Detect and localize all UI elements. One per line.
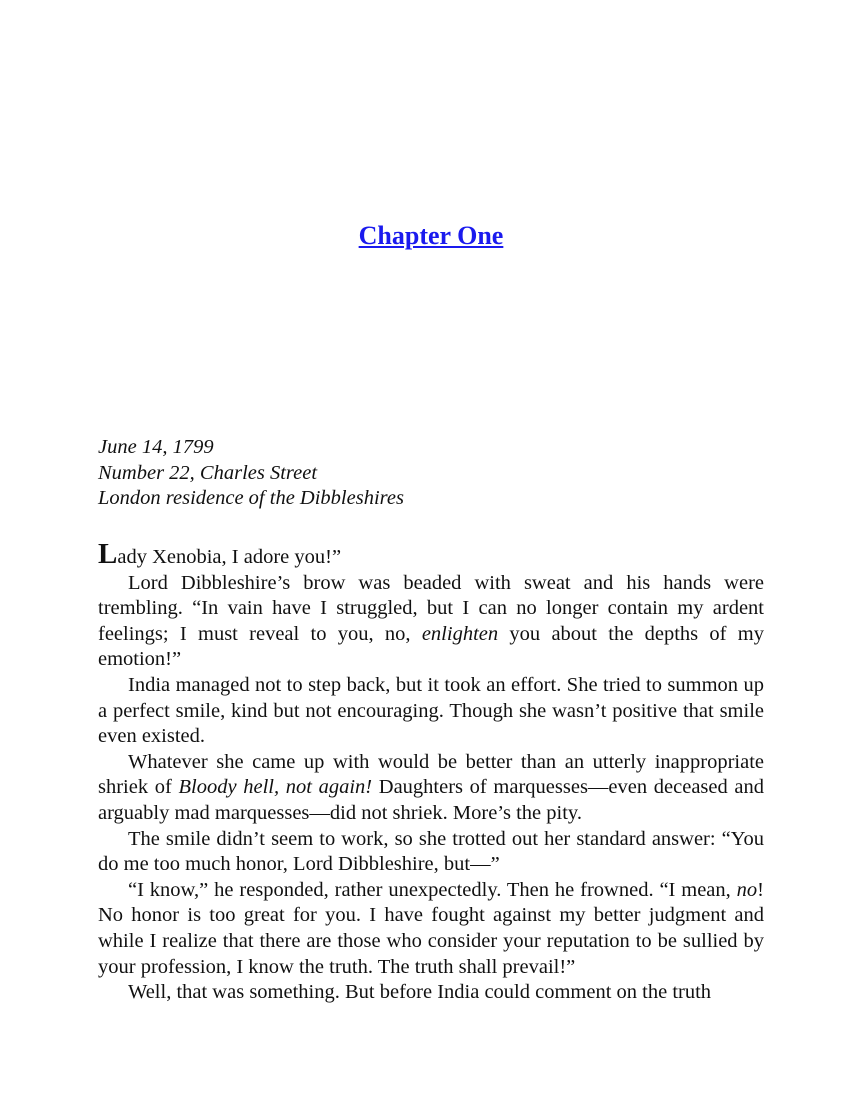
emphasis: enlighten [421,622,499,645]
paragraph-text: Daughters of marquesses—even deceased and arguably mad marquesses—did not shriek. More’s the pity. [98,776,764,824]
paragraph-text: India managed not to step back, but it took an effort. She tried to summon up a perfect smile, kind but not encouraging. Though she wasn’t positive that smile even existed. [98,673,764,748]
paragraph-text: The smile didn’t seem to work, so she trotted out her standard answer: “You do me too much honor, Lord Dibbleshire, but—” [98,827,764,876]
drop-cap: L [98,538,118,570]
paragraph-7 [98,980,764,1006]
dateline-place: London residence of the Dibbleshires [98,487,404,510]
paragraph-text: Well, that was something. But before India could comment on the truth [128,981,712,1004]
paragraph-1 [98,538,764,571]
chapter-body [98,538,764,1006]
paragraph-text: Lord Dibbleshire’s brow was beaded with sweat and his hands were trembling. “In vain have I struggled, but I can no longer contain my ardent feelings; I must reveal to you, no, [98,571,764,645]
paragraph-text: ! No honor is too great for you. I have fought against my better judgment and while I realize that there are those who consider your reputation to be sullied by your profession, I know the truth. The truth shall prevail!” [98,878,764,978]
dateline [98,435,764,512]
paragraph-text: ady Xenobia, I adore you!” [117,546,342,568]
paragraph-5 [98,827,764,878]
emphasis: Bloody hell, not again! [178,776,373,799]
paragraph-text: Whatever she came up with would be better than an utterly inappropriate shriek of [98,750,764,799]
emphasis: no [736,878,758,901]
chapter-title [0,218,862,254]
dateline-date: June 14, 1799 [98,436,214,458]
dateline-address: Number 22, Charles Street [98,461,318,484]
paragraph-text: you about the depths of my emotion!” [98,622,764,671]
paragraph-4 [98,750,764,827]
paragraph-text: “I know,” he responded, rather unexpectedly. Then he frowned. “I mean, [128,878,737,901]
paragraph-6 [98,878,764,980]
paragraph-2 [98,571,764,673]
paragraph-3 [98,673,764,750]
chapter-title-link[interactable]: Chapter One [358,221,504,250]
